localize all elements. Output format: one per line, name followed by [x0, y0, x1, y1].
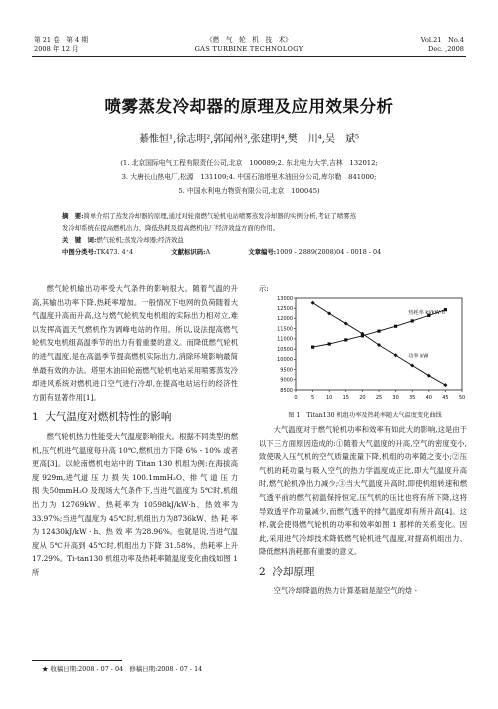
- x-tick-label: 50: [458, 395, 466, 401]
- x-tick-label: 5: [311, 395, 315, 401]
- abstract: [62, 211, 442, 258]
- y-tick-label: 11000: [277, 336, 293, 343]
- data-point: [411, 319, 414, 322]
- data-point: [344, 338, 347, 341]
- data-point: [311, 346, 314, 349]
- intro-paragraph: 燃气轮机输出功率受大气条件的影响很大。随着气温的升高,其输出功率下降,热耗率增加。一般情况下电网的负荷随着大气温度升高而升高,这与燃气轮机发电机组的实际出力相对立,难以发挥高温天气燃机作为调峰电站的作用。所以,设法提高燃气轮机发电机组高温季节的出力有着重要的意义。而降低燃气轮机的进气温度,是在高温季节提高燃机实际出力,消除环境影响最简单最有效的办法。塔里木油田轮南燃气轮机电站采用喷雾蒸发冷却进风系统对燃机进口空气进行冷却,在提高电站运行的经济性方面有显著作用[1]。: [32, 284, 239, 402]
- x-tick-label: 20: [359, 395, 366, 401]
- abstract-text: 简单介绍了蒸发冷却器的原理,通过对轮南燃气轮机电站喷雾蒸发冷却器的实例分析,考证了喷雾蒸: [83, 212, 356, 220]
- article-number-label: 文章编号:: [248, 247, 277, 256]
- journal-name-en: GAS TURBINE TECHNOLOGY: [194, 45, 304, 53]
- figure-1-chart: [262, 292, 472, 404]
- data-point: [427, 374, 431, 378]
- right-column-top: 示:: [259, 284, 269, 293]
- data-point: [394, 325, 397, 328]
- section-1-paragraph: 燃气轮机热力性能受大气温度影响很大。根据不同类型的燃机,压气机进气温度每升高 10℃,燃机出力下降 6% - 10% 或者更高[3]。以轮南燃机电站中的 Titan 130 机组为例:在海拔高度 929m,进气道 压 力 损 失 100.1mmH₂O、排 气 道 压 力 损 失50mmH₂O 及现场大气条件下,当进气温度为 5℃时,机组出力为 12769kW、热耗率为 10598kJ/kW·h、热效率为 33.97%;当进气温度为 45℃时,机组出力为8736kW、热 耗 率 为 12430kJ/kW · h、热 效 率 为28.96%。也就是说,当进气温度从 5℃升高到 45℃时,机组出力下降 31.58%、热耗率上升 17.29%。Ti-tan130 机组功率及热耗率随温度变化曲线如图 1 所: [32, 431, 239, 577]
- affiliation-line: (1. 北京国际电气工程有限责任公司,北京 100089;2. 东北电力大学,吉林 132012;: [120, 159, 378, 167]
- document-code-label: 文献标识码:: [171, 247, 206, 256]
- section-title: 冷却原理: [272, 565, 315, 578]
- y-tick-label: 13000: [277, 295, 293, 302]
- section-number: 2: [259, 565, 266, 578]
- abstract-label: 摘 要:: [62, 212, 84, 220]
- section-title: 大气温度对燃机特性的影响: [45, 411, 172, 424]
- journal-name-cn: 《燃 气 轮 机 技 术》: [206, 36, 292, 44]
- series-label: 热耗率 kJ/kW·h: [408, 309, 445, 316]
- x-tick-label: 15: [342, 395, 349, 401]
- classification-label: 中图分类号:: [62, 247, 97, 256]
- section-2-paragraph: 空气冷却降温的热力计算基础是湿空气的焓 -: [273, 585, 418, 595]
- figure-caption: 图 1 Titan130 机组功率及热耗率随大气温度变化曲线: [288, 412, 442, 419]
- volume-issue-en: Vol.21 No.4: [420, 36, 464, 44]
- data-point: [377, 330, 380, 333]
- y-tick-label: 10500: [277, 346, 293, 353]
- document-code: A: [205, 247, 211, 256]
- left-column: [32, 282, 238, 579]
- article-number: 1009 - 2889(2008)04 - 0018 - 04: [276, 247, 382, 256]
- keywords: 燃气轮机;蒸发冷却器;经济效益: [96, 236, 184, 244]
- x-tick-label: 45: [442, 395, 449, 401]
- keywords-label: 关 键 词:: [62, 236, 97, 244]
- abstract-text: 发冷却系统在提高燃机出力、降低热耗及提高燃机电厂经济效益方面的作用。: [62, 223, 280, 232]
- date-en: Dec. ,2008: [428, 45, 464, 53]
- data-point: [328, 342, 331, 345]
- volume-issue-cn: 第 21 卷 第 4 期: [34, 36, 88, 44]
- section-1-heading: [32, 411, 238, 425]
- y-tick-label: 8500: [280, 387, 293, 394]
- x-tick-label: 35: [409, 395, 416, 401]
- author-list: 綦惟恒¹,徐志明²,郭闻州³,张建明⁴,樊 川⁴,吴 斌⁵: [139, 134, 359, 145]
- affiliation-line: 3. 大唐长山热电厂,松源 131109;4. 中国石油塔里木油田分公司,库尔勒 841000;: [121, 173, 377, 181]
- y-tick-label: 9000: [280, 377, 293, 384]
- x-tick-label: 30: [392, 395, 399, 401]
- x-tick-label: 10: [326, 395, 333, 401]
- right-column-body: [259, 423, 467, 597]
- classification-code: TK473. 4⁺4: [96, 247, 134, 256]
- y-tick-label: 12500: [277, 306, 293, 313]
- temperature-effect-paragraph: 大气温度对于燃气轮机功率和效率有如此大的影响,这是由于以下三方面原因造成的:①随着大气温度的升高,空气的密度变小,致使吸入压气机的空气质量流量下降,机组的功率随之变小;②压气机的耗功量与吸入空气的热力学温度成正比,即大气温度升高时,燃气轮机净出力减少;③当大气温度升高时,即使机组转速和燃气透平前的燃气初温保持恒定,压气机的压比也将有所下降,这将导致透平作功量减少,而燃气透平的排气温度却有所升高[4]。这样,就会使得燃气轮机的功率和效率如图 1 那样的关系变化。因此,采用进气冷却技术降低燃气轮机进气温度,对提高机组出力、降低燃料消耗都有重要的意义。: [259, 425, 468, 557]
- x-tick-label: 0: [294, 395, 298, 401]
- x-tick-label: 40: [425, 395, 432, 401]
- section-2-heading: [259, 566, 467, 580]
- header-rule: [32, 56, 466, 57]
- data-point: [410, 363, 414, 367]
- data-point: [344, 322, 348, 326]
- y-tick-label: 10000: [277, 357, 293, 364]
- series-label: 功率 kW: [408, 353, 429, 360]
- date-cn: 2008 年 12 月: [34, 45, 79, 53]
- x-tick-label: 25: [375, 395, 383, 401]
- data-point: [394, 353, 398, 357]
- affiliation-line: 5. 中国水利电力物资有限公司,北京 100045): [178, 187, 320, 195]
- footnote: ★ 收稿日期:2008 - 07 - 04 修稿日期:2008 - 07 - 14: [42, 665, 203, 673]
- footnote-rule: [32, 660, 122, 661]
- y-tick-label: 11500: [277, 326, 293, 333]
- y-tick-label: 12000: [277, 316, 293, 323]
- data-point: [443, 383, 447, 387]
- y-tick-label: 9500: [280, 367, 293, 374]
- section-number: 1: [32, 411, 39, 424]
- paper-title: 喷雾蒸发冷却器的原理及应用效果分析: [104, 97, 394, 116]
